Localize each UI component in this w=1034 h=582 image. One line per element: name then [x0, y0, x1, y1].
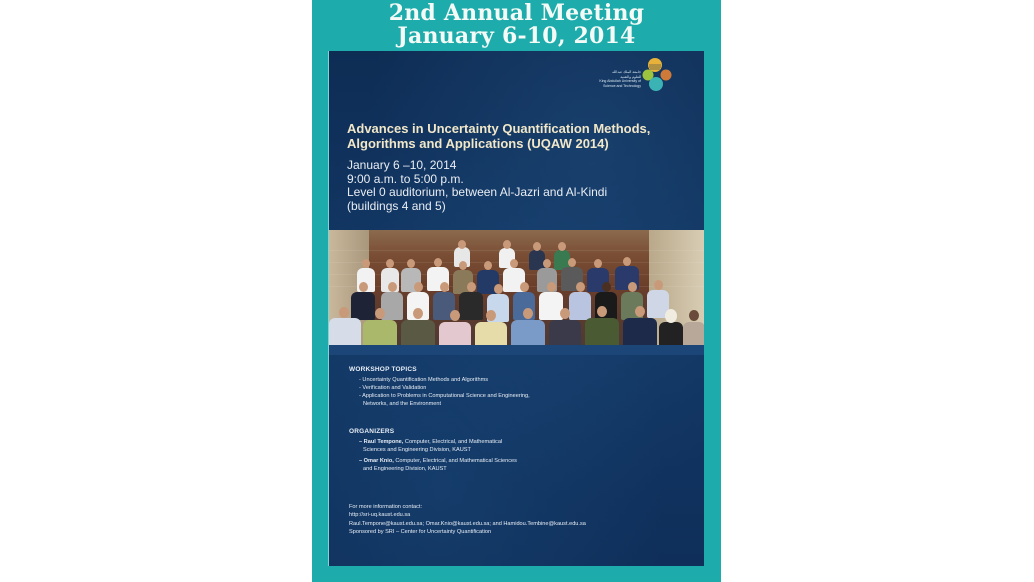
organizers	[349, 428, 679, 473]
topic-item-continuation: Networks, and the Environment	[363, 401, 442, 407]
attendee-head	[414, 282, 423, 292]
sponsor-text: Sponsored by SRI – Center for Uncertainty Quantification	[349, 528, 492, 535]
attendee-head	[459, 261, 467, 270]
poster	[312, 0, 721, 582]
attendee-head	[339, 307, 349, 318]
attendee-head	[543, 259, 551, 268]
organizer-affiliation: Computer, Electrical, and Mathematical	[403, 439, 503, 445]
attendee-head	[359, 282, 368, 292]
organizer-item	[349, 438, 679, 446]
logo-english-2: Science and Technology	[603, 83, 641, 88]
organizer-affiliation-continuation: and Engineering Division, KAUST	[363, 466, 447, 472]
contact-label: For more information contact:	[349, 504, 423, 510]
attendee-head	[568, 258, 576, 267]
contact-emails[interactable]: Raul.Tempone@kaust.edu.sa; Omar.Knio@kaust.edu.sa; and Hamidou.Tembine@kaust.edu.sa	[349, 520, 586, 527]
photo-bottom-band	[329, 345, 704, 355]
attendee-head	[576, 282, 585, 292]
title-line-1: Advances in Uncertainty Quantification Methods,	[347, 121, 651, 136]
attendee-head	[547, 282, 556, 292]
attendee-head	[413, 308, 423, 319]
topic-item: - Uncertainty Quantification Methods and Algorithms	[359, 377, 489, 383]
attendee-head	[623, 257, 631, 266]
attendee	[459, 292, 483, 320]
contact-url[interactable]: http://sri-uq.kaust.edu.sa	[349, 512, 411, 519]
attendee-head	[467, 282, 476, 292]
attendee-head	[523, 308, 533, 319]
attendee-head	[635, 306, 645, 317]
logo-arabic-1: جامعة الملك عبدالله	[612, 70, 641, 74]
attendee	[351, 292, 375, 320]
event-title	[347, 121, 687, 151]
attendee-head	[458, 240, 466, 249]
attendee-head	[602, 282, 611, 292]
kaust-logo-icon	[641, 56, 673, 94]
contact-info	[349, 503, 689, 536]
topic-item: - Verification and Validation	[359, 385, 427, 391]
poster-panel	[328, 51, 704, 566]
attendee	[529, 250, 545, 270]
headline-line-2: January 6-10, 2014	[397, 23, 636, 49]
organizer-name: – Raul Tempone,	[359, 439, 404, 445]
attendee-head	[560, 308, 570, 319]
event-time: 9:00 a.m. to 5:00 p.m.	[347, 171, 464, 186]
attendee-head	[407, 259, 415, 268]
attendee-head	[434, 258, 442, 267]
attendee-head	[484, 261, 492, 270]
attendee-head	[510, 259, 518, 268]
headline-line-1: 2nd Annual Meeting	[388, 0, 645, 26]
attendee-head	[665, 309, 677, 323]
attendee-head	[558, 242, 566, 251]
attendee-head	[654, 280, 663, 290]
kaust-logo	[597, 56, 673, 94]
attendee-head	[520, 282, 529, 292]
title-line-2: Algorithms and Applications (UQAW 2014)	[347, 136, 609, 151]
attendee-head	[597, 306, 607, 317]
organizer-affiliation-continuation: Sciences and Engineering Division, KAUST	[363, 447, 471, 453]
attendee-head	[450, 310, 460, 321]
topic-item: - Application to Problems in Computational Science and Engineering,	[359, 393, 530, 399]
organizer-name: – Omar Knio,	[359, 458, 394, 464]
workshop-topics-heading: WORKSHOP TOPICS	[349, 366, 417, 373]
logo-text	[597, 70, 641, 88]
attendee-head	[388, 282, 397, 292]
attendee-head	[628, 282, 637, 292]
event-details	[347, 159, 687, 213]
attendee-head	[494, 284, 503, 294]
event-venue: Level 0 auditorium, between Al-Jazri and Al-Kindi	[347, 185, 608, 199]
attendee-head	[503, 240, 511, 249]
attendee-head	[486, 310, 496, 321]
group-photo	[329, 230, 704, 355]
headline	[312, 2, 721, 48]
logo-arabic-2: للعلوم والتقنية	[620, 74, 641, 79]
attendee-head	[594, 259, 602, 268]
photo-step	[329, 250, 704, 251]
organizer-affiliation: Computer, Electrical, and Mathematical Sciences	[393, 458, 517, 464]
workshop-topics	[349, 366, 679, 408]
attendee-head	[533, 242, 541, 251]
organizers-heading: ORGANIZERS	[349, 428, 395, 435]
attendee-head	[689, 310, 699, 321]
attendee	[569, 292, 591, 320]
attendee-head	[386, 259, 394, 268]
logo-english-1: King Abdullah University of	[599, 79, 641, 83]
attendee	[539, 292, 563, 320]
attendee-head	[362, 259, 370, 268]
organizer-item	[349, 457, 679, 465]
event-date: January 6 –10, 2014	[347, 158, 457, 172]
attendee-head	[440, 282, 449, 292]
attendee-head	[375, 308, 385, 319]
event-buildings: (buildings 4 and 5)	[347, 198, 446, 213]
